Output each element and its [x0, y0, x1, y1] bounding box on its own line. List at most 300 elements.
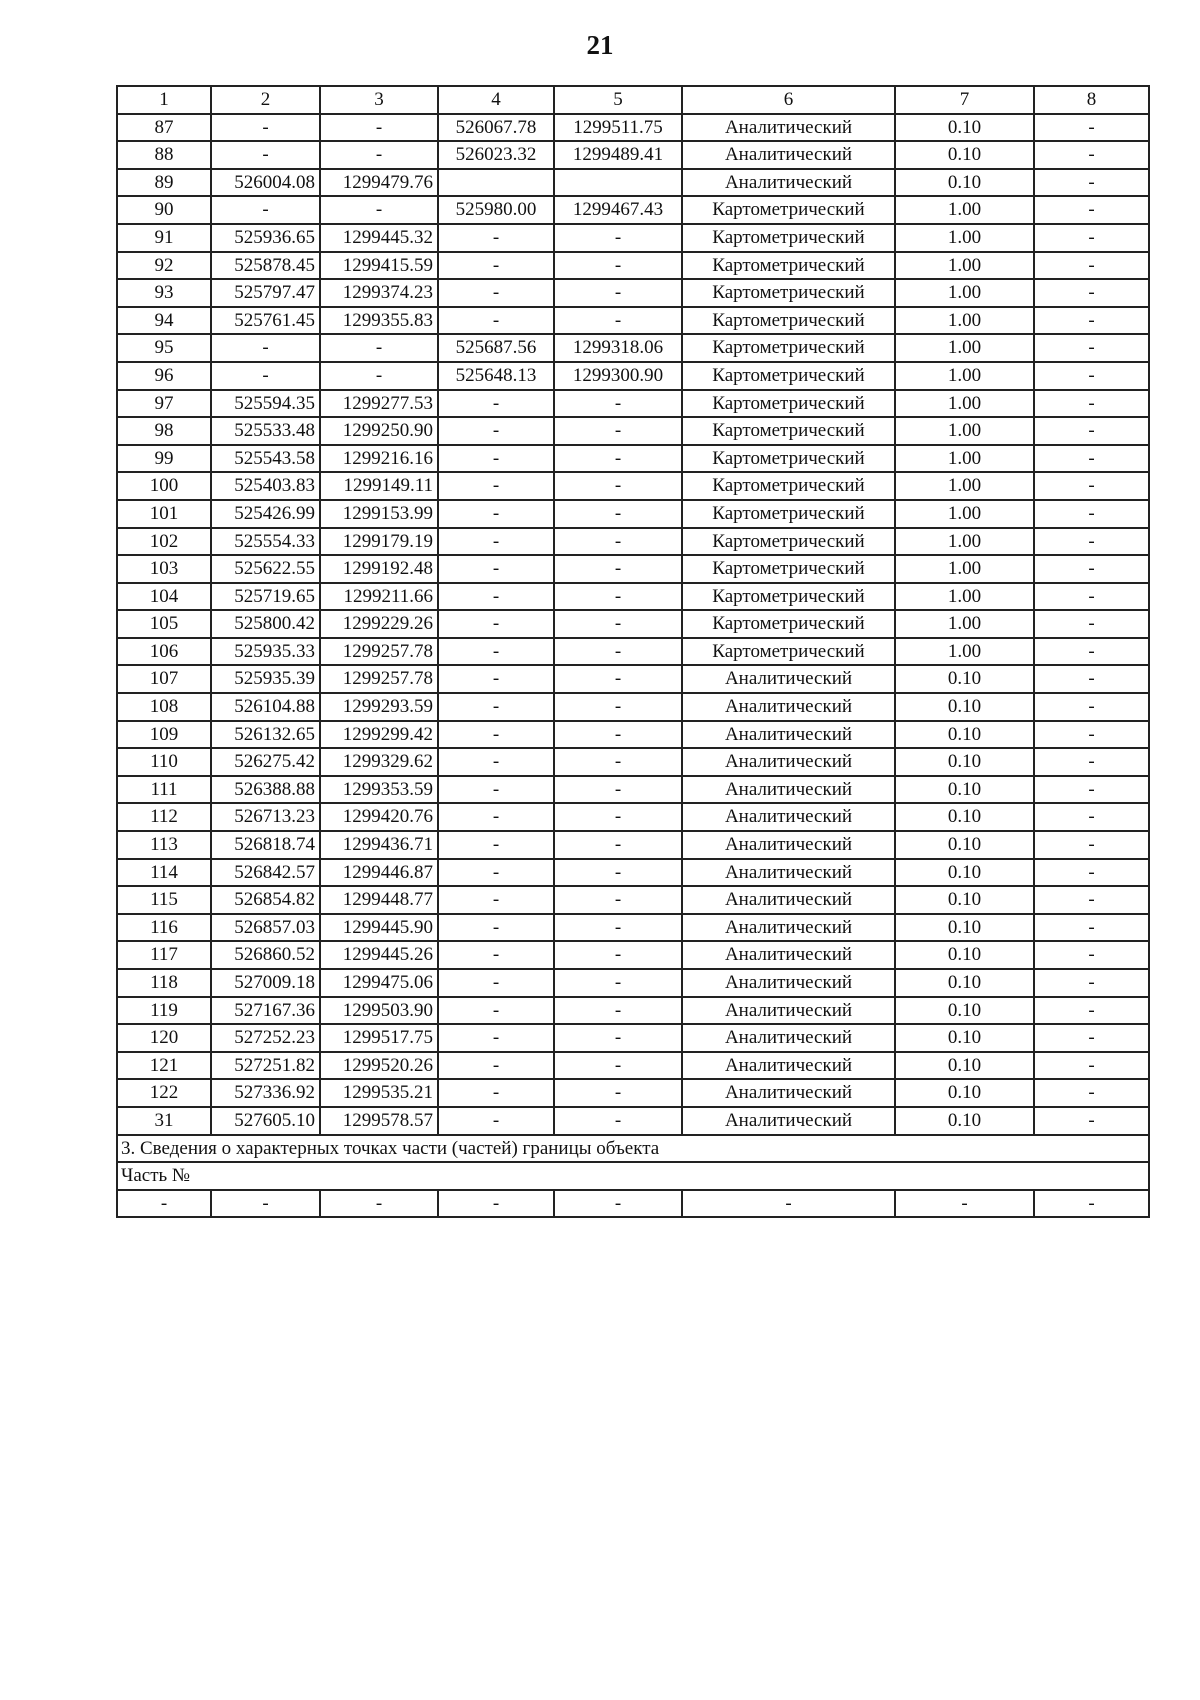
table-cell: 525800.42 — [211, 610, 320, 638]
table-row — [117, 969, 1149, 997]
table-cell: - — [1034, 638, 1149, 666]
table-cell: - — [1034, 472, 1149, 500]
table-cell: 108 — [117, 693, 211, 721]
table-cell: Картометрический — [682, 638, 895, 666]
table-cell: 526132.65 — [211, 721, 320, 749]
table-cell: - — [320, 362, 438, 390]
table-cell: 526275.42 — [211, 748, 320, 776]
table-cell: - — [554, 307, 682, 335]
table-cell: 1299149.11 — [320, 472, 438, 500]
table-cell: - — [438, 224, 554, 252]
table-cell: - — [554, 1107, 682, 1135]
table-cell: - — [554, 693, 682, 721]
table-cell: 525622.55 — [211, 555, 320, 583]
table-cell: - — [438, 721, 554, 749]
table-row — [117, 390, 1149, 418]
table-cell: Аналитический — [682, 1052, 895, 1080]
table-cell: 1299277.53 — [320, 390, 438, 418]
table-row — [117, 941, 1149, 969]
table-cell: 1.00 — [895, 362, 1034, 390]
table-cell: Картометрический — [682, 362, 895, 390]
table-cell: 0.10 — [895, 831, 1034, 859]
table-cell: 1299415.59 — [320, 252, 438, 280]
table-cell: 1.00 — [895, 472, 1034, 500]
table-cell: 0.10 — [895, 1052, 1034, 1080]
table-cell: 527336.92 — [211, 1079, 320, 1107]
table-cell: - — [554, 831, 682, 859]
table-cell: 525936.65 — [211, 224, 320, 252]
table-row — [117, 776, 1149, 804]
table-cell: - — [1034, 196, 1149, 224]
table-cell: 1299475.06 — [320, 969, 438, 997]
table-cell: - — [438, 1079, 554, 1107]
table-cell: Картометрический — [682, 390, 895, 418]
table-cell: - — [554, 417, 682, 445]
column-header: 6 — [682, 86, 895, 114]
table-cell: - — [554, 224, 682, 252]
table-cell: Аналитический — [682, 169, 895, 197]
table-cell: - — [554, 665, 682, 693]
table-cell: 1299445.32 — [320, 224, 438, 252]
table-cell: - — [438, 941, 554, 969]
column-header: 4 — [438, 86, 554, 114]
table-cell: 0.10 — [895, 914, 1034, 942]
table-cell: 98 — [117, 417, 211, 445]
table-cell: - — [1034, 390, 1149, 418]
table-cell: 106 — [117, 638, 211, 666]
table-cell: - — [1034, 114, 1149, 142]
table-cell: - — [554, 583, 682, 611]
table-cell: - — [1034, 362, 1149, 390]
table-cell: - — [438, 417, 554, 445]
table-cell: Аналитический — [682, 886, 895, 914]
table-cell: - — [1034, 914, 1149, 942]
table-cell: - — [438, 693, 554, 721]
table-cell: Аналитический — [682, 114, 895, 142]
table-cell: Аналитический — [682, 859, 895, 887]
table-cell: - — [211, 114, 320, 142]
table-cell: - — [1034, 224, 1149, 252]
table-cell: 526388.88 — [211, 776, 320, 804]
table-cell: - — [1034, 803, 1149, 831]
table-cell: 99 — [117, 445, 211, 473]
table-cell: - — [554, 555, 682, 583]
table-cell: 1.00 — [895, 307, 1034, 335]
table-cell: 114 — [117, 859, 211, 887]
table-cell: - — [1034, 831, 1149, 859]
table-row — [117, 914, 1149, 942]
table-cell: - — [554, 1024, 682, 1052]
table-cell: - — [117, 1190, 211, 1218]
table-cell: 0.10 — [895, 803, 1034, 831]
table-cell: Картометрический — [682, 224, 895, 252]
table-cell: 1.00 — [895, 252, 1034, 280]
table-cell: - — [554, 721, 682, 749]
table-cell: - — [1034, 997, 1149, 1025]
table-cell: - — [438, 914, 554, 942]
table-cell: 525594.35 — [211, 390, 320, 418]
table-cell: - — [211, 362, 320, 390]
table-cell: Картометрический — [682, 196, 895, 224]
table-cell: 101 — [117, 500, 211, 528]
part-label: Часть № — [117, 1162, 1149, 1190]
table-cell: - — [1034, 886, 1149, 914]
table-cell: 1299250.90 — [320, 417, 438, 445]
table-row — [117, 252, 1149, 280]
table-cell: 87 — [117, 114, 211, 142]
table-cell: - — [1034, 721, 1149, 749]
table-cell: - — [438, 997, 554, 1025]
table-cell: 0.10 — [895, 1079, 1034, 1107]
table-cell: 526004.08 — [211, 169, 320, 197]
table-cell: 525426.99 — [211, 500, 320, 528]
table-cell: - — [438, 390, 554, 418]
table-cell: 525543.58 — [211, 445, 320, 473]
table-cell: - — [554, 528, 682, 556]
table-cell: - — [554, 279, 682, 307]
table-cell: Картометрический — [682, 252, 895, 280]
table-cell: - — [1034, 1107, 1149, 1135]
table-cell: Картометрический — [682, 279, 895, 307]
table-cell: 525761.45 — [211, 307, 320, 335]
table-row — [117, 169, 1149, 197]
table-cell: Аналитический — [682, 693, 895, 721]
table-cell: 1299479.76 — [320, 169, 438, 197]
table-cell: - — [211, 141, 320, 169]
table-cell: - — [438, 528, 554, 556]
table-cell: - — [438, 500, 554, 528]
table-cell: - — [211, 196, 320, 224]
table-cell: - — [1034, 141, 1149, 169]
table-cell: 1299257.78 — [320, 665, 438, 693]
table-cell: - — [554, 803, 682, 831]
column-header: 5 — [554, 86, 682, 114]
table-cell: 1.00 — [895, 196, 1034, 224]
table-cell: Аналитический — [682, 1079, 895, 1107]
table-cell: 115 — [117, 886, 211, 914]
table-cell: Картометрический — [682, 528, 895, 556]
table-cell: 0.10 — [895, 886, 1034, 914]
table-cell: - — [554, 748, 682, 776]
table-body — [117, 114, 1149, 1135]
table-row — [117, 472, 1149, 500]
table-cell: - — [211, 1190, 320, 1218]
table-cell: Аналитический — [682, 665, 895, 693]
table-row — [117, 362, 1149, 390]
table-cell: 116 — [117, 914, 211, 942]
table-cell: 1299300.90 — [554, 362, 682, 390]
table-cell: - — [554, 914, 682, 942]
table-cell: 525554.33 — [211, 528, 320, 556]
table-cell: - — [438, 638, 554, 666]
table-row — [117, 638, 1149, 666]
table-cell: - — [438, 1024, 554, 1052]
table-cell: 1299503.90 — [320, 997, 438, 1025]
table-cell: 1299517.75 — [320, 1024, 438, 1052]
table-cell: Картометрический — [682, 500, 895, 528]
table-cell: 0.10 — [895, 859, 1034, 887]
table-cell: Аналитический — [682, 141, 895, 169]
table-cell: - — [1034, 583, 1149, 611]
table-cell: 103 — [117, 555, 211, 583]
table-cell: 0.10 — [895, 721, 1034, 749]
table-cell: 526713.23 — [211, 803, 320, 831]
table-cell: 117 — [117, 941, 211, 969]
empty-part-row — [117, 1190, 1149, 1218]
table-cell: 0.10 — [895, 969, 1034, 997]
coordinates-table — [116, 85, 1150, 1218]
table-cell: - — [438, 279, 554, 307]
table-cell — [438, 169, 554, 197]
table-cell: - — [1034, 334, 1149, 362]
table-cell: 1299318.06 — [554, 334, 682, 362]
table-cell: 109 — [117, 721, 211, 749]
table-cell: 1.00 — [895, 334, 1034, 362]
table-cell: 92 — [117, 252, 211, 280]
table-cell: 1299179.19 — [320, 528, 438, 556]
table-cell: - — [438, 886, 554, 914]
table-row — [117, 279, 1149, 307]
table-cell: Аналитический — [682, 831, 895, 859]
table-cell: - — [438, 831, 554, 859]
table-cell: Аналитический — [682, 721, 895, 749]
table-cell: Аналитический — [682, 803, 895, 831]
table-row — [117, 831, 1149, 859]
table-cell: - — [438, 1190, 554, 1218]
table-row — [117, 528, 1149, 556]
table-cell: - — [1034, 500, 1149, 528]
table-cell: 118 — [117, 969, 211, 997]
table-cell: Картометрический — [682, 610, 895, 638]
table-row — [117, 141, 1149, 169]
table-cell: 1299436.71 — [320, 831, 438, 859]
table-cell: - — [438, 445, 554, 473]
table-cell: 1299535.21 — [320, 1079, 438, 1107]
table-cell: - — [1034, 1024, 1149, 1052]
table-cell: Аналитический — [682, 776, 895, 804]
table-cell: - — [438, 610, 554, 638]
table-cell: 97 — [117, 390, 211, 418]
table-row — [117, 748, 1149, 776]
table-row — [117, 583, 1149, 611]
table-cell: - — [554, 390, 682, 418]
table-cell: - — [554, 941, 682, 969]
table-cell: 526860.52 — [211, 941, 320, 969]
table-row — [117, 445, 1149, 473]
table-cell: - — [1034, 169, 1149, 197]
table-cell: 525980.00 — [438, 196, 554, 224]
table-cell: 122 — [117, 1079, 211, 1107]
table-cell: 526067.78 — [438, 114, 554, 142]
table-cell: - — [1034, 307, 1149, 335]
table-cell: 1299229.26 — [320, 610, 438, 638]
table-cell: 0.10 — [895, 169, 1034, 197]
table-cell: 1299578.57 — [320, 1107, 438, 1135]
table-cell: Аналитический — [682, 748, 895, 776]
table-cell: 120 — [117, 1024, 211, 1052]
table-cell: 1.00 — [895, 638, 1034, 666]
table-cell — [554, 169, 682, 197]
table-cell: 527167.36 — [211, 997, 320, 1025]
table-cell: - — [1034, 252, 1149, 280]
table-row — [117, 997, 1149, 1025]
table-cell: - — [438, 748, 554, 776]
table-cell: 526854.82 — [211, 886, 320, 914]
table-cell: 1299448.77 — [320, 886, 438, 914]
table-cell: Картометрический — [682, 583, 895, 611]
table-cell: - — [1034, 1052, 1149, 1080]
table-row — [117, 886, 1149, 914]
table-row — [117, 1052, 1149, 1080]
table-cell: - — [438, 803, 554, 831]
table-row — [117, 334, 1149, 362]
table-cell: 1.00 — [895, 417, 1034, 445]
table-cell: - — [554, 252, 682, 280]
table-cell: - — [1034, 776, 1149, 804]
table-cell: - — [320, 114, 438, 142]
table-cell: 1.00 — [895, 224, 1034, 252]
table-cell: - — [1034, 748, 1149, 776]
table-cell: 525719.65 — [211, 583, 320, 611]
table-cell: 0.10 — [895, 693, 1034, 721]
table-cell: - — [438, 555, 554, 583]
table-cell: 105 — [117, 610, 211, 638]
table-cell: 119 — [117, 997, 211, 1025]
table-cell: 0.10 — [895, 665, 1034, 693]
table-cell: Аналитический — [682, 997, 895, 1025]
table-cell: - — [1034, 445, 1149, 473]
table-row — [117, 610, 1149, 638]
table-row — [117, 665, 1149, 693]
table-cell: - — [320, 1190, 438, 1218]
table-cell: - — [554, 500, 682, 528]
table-cell: 1.00 — [895, 555, 1034, 583]
table-cell: 1299489.41 — [554, 141, 682, 169]
table-cell: - — [682, 1190, 895, 1218]
column-header: 3 — [320, 86, 438, 114]
table-cell: 525687.56 — [438, 334, 554, 362]
table-cell: 1.00 — [895, 445, 1034, 473]
page-number: 21 — [586, 30, 614, 60]
column-header: 8 — [1034, 86, 1149, 114]
table-cell: 525878.45 — [211, 252, 320, 280]
table-cell: 1299299.42 — [320, 721, 438, 749]
table-cell: 107 — [117, 665, 211, 693]
table-cell: - — [554, 776, 682, 804]
table-cell: 527251.82 — [211, 1052, 320, 1080]
table-cell: 1.00 — [895, 610, 1034, 638]
table-cell: 89 — [117, 169, 211, 197]
table-cell: - — [1034, 1190, 1149, 1218]
table-cell: 526023.32 — [438, 141, 554, 169]
table-cell: Картометрический — [682, 417, 895, 445]
table-row — [117, 693, 1149, 721]
table-cell: 527605.10 — [211, 1107, 320, 1135]
table-cell: - — [1034, 610, 1149, 638]
table-cell: - — [1034, 693, 1149, 721]
table-cell: 110 — [117, 748, 211, 776]
table-row — [117, 307, 1149, 335]
table-cell: 1299216.16 — [320, 445, 438, 473]
table-cell: - — [1034, 969, 1149, 997]
table-cell: 525935.39 — [211, 665, 320, 693]
table-cell: 91 — [117, 224, 211, 252]
table-cell: - — [211, 334, 320, 362]
table-cell: 0.10 — [895, 748, 1034, 776]
table-cell: - — [554, 445, 682, 473]
table-cell: 0.10 — [895, 941, 1034, 969]
table-cell: 1299445.90 — [320, 914, 438, 942]
table-cell: 31 — [117, 1107, 211, 1135]
table-cell: 1299467.43 — [554, 196, 682, 224]
table-cell: 1.00 — [895, 583, 1034, 611]
table-cell: - — [1034, 417, 1149, 445]
table-cell: 526104.88 — [211, 693, 320, 721]
table-cell: 113 — [117, 831, 211, 859]
table-cell: - — [438, 1052, 554, 1080]
table-cell: 1299329.62 — [320, 748, 438, 776]
table-cell: Аналитический — [682, 1107, 895, 1135]
table-cell: - — [438, 665, 554, 693]
table-cell: 96 — [117, 362, 211, 390]
table-cell: 1299353.59 — [320, 776, 438, 804]
table-cell: Картометрический — [682, 555, 895, 583]
table-cell: 111 — [117, 776, 211, 804]
table-cell: - — [1034, 555, 1149, 583]
table-cell: - — [1034, 859, 1149, 887]
table-cell: 525935.33 — [211, 638, 320, 666]
table-cell: 121 — [117, 1052, 211, 1080]
section-title: 3. Сведения о характерных точках части (частей) границы объекта — [117, 1135, 1149, 1163]
table-cell: - — [320, 334, 438, 362]
table-cell: 1.00 — [895, 390, 1034, 418]
table-row — [117, 114, 1149, 142]
table-cell: 525403.83 — [211, 472, 320, 500]
table-cell: - — [438, 472, 554, 500]
table-header-row — [117, 86, 1149, 114]
table-cell: - — [320, 141, 438, 169]
table-cell: - — [1034, 941, 1149, 969]
table-cell: 0.10 — [895, 1024, 1034, 1052]
table-cell: 1299446.87 — [320, 859, 438, 887]
table-cell: 1299293.59 — [320, 693, 438, 721]
table-cell: 88 — [117, 141, 211, 169]
table-cell: Картометрический — [682, 445, 895, 473]
table-cell: 1.00 — [895, 279, 1034, 307]
table-row — [117, 500, 1149, 528]
column-header: 7 — [895, 86, 1034, 114]
table-cell: Аналитический — [682, 1024, 895, 1052]
part-row — [117, 1162, 1149, 1190]
table-cell: - — [554, 859, 682, 887]
table-cell: 1299374.23 — [320, 279, 438, 307]
table-cell: - — [554, 610, 682, 638]
table-row — [117, 803, 1149, 831]
table-cell: - — [895, 1190, 1034, 1218]
table-cell: - — [1034, 665, 1149, 693]
table-cell: Аналитический — [682, 914, 895, 942]
table-cell: Аналитический — [682, 969, 895, 997]
table-cell: 0.10 — [895, 141, 1034, 169]
table-cell: 1299511.75 — [554, 114, 682, 142]
table-cell: - — [438, 307, 554, 335]
table-cell: - — [554, 886, 682, 914]
table-cell: - — [438, 252, 554, 280]
table-cell: - — [438, 859, 554, 887]
table-cell: - — [554, 472, 682, 500]
table-cell: - — [1034, 1079, 1149, 1107]
table-cell: Картометрический — [682, 472, 895, 500]
